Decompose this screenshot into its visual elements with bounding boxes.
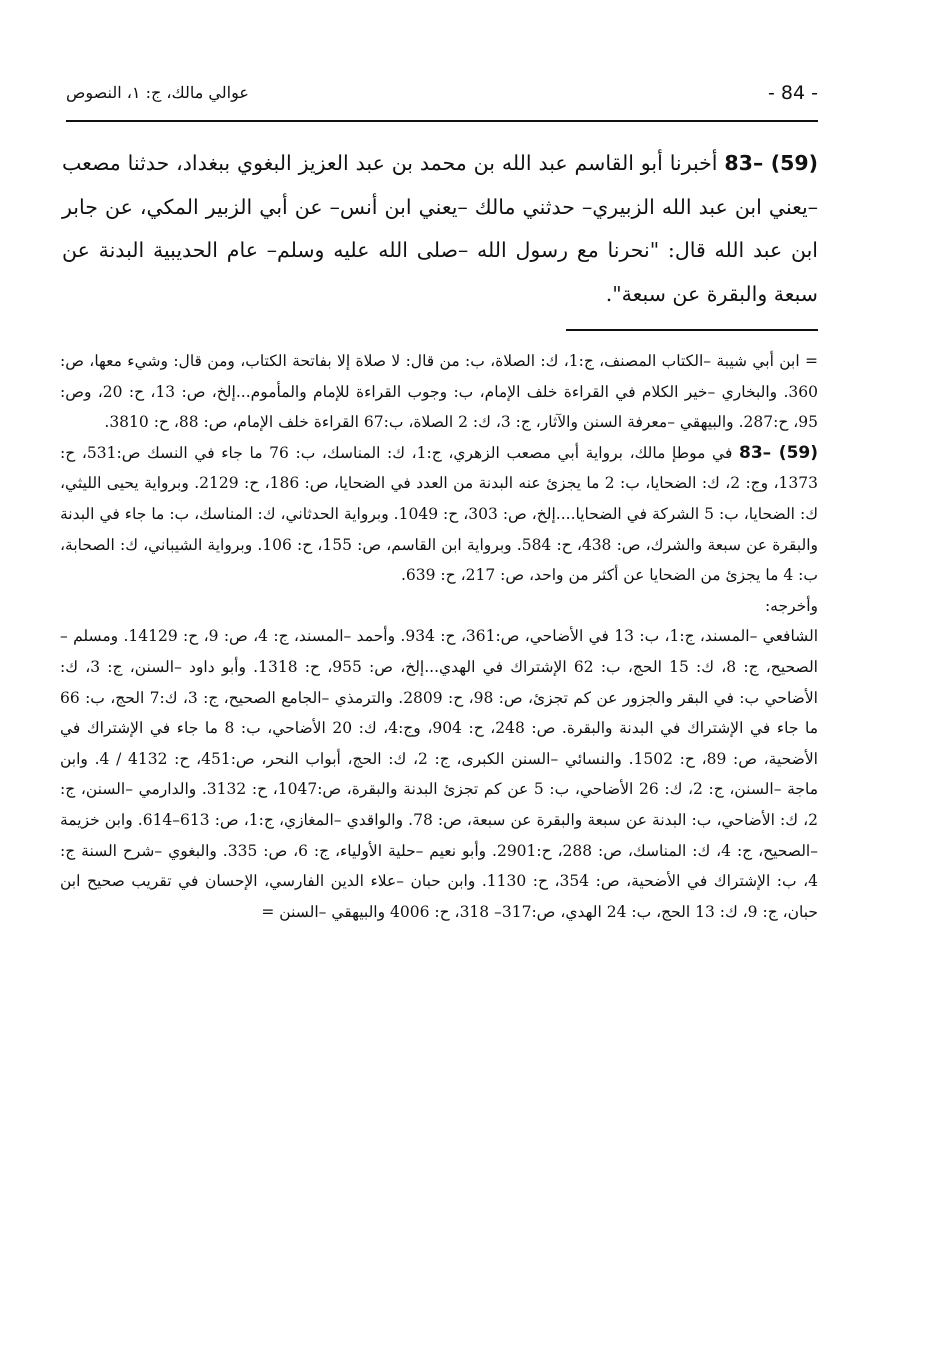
- page-number: - 84 -: [768, 82, 818, 104]
- footnote-number: 83– (59): [739, 442, 818, 463]
- hadith-number: 83– (59): [724, 151, 818, 175]
- hadith-text: [62, 142, 818, 316]
- footnote-divider: [566, 329, 818, 331]
- takhrij-heading: وأخرجه:: [764, 596, 818, 615]
- footnote-reference-text: في موطإ مالك، برواية أبي مصعب الزهري، ج:1، ك: المناسك، ب: 76 ما جاء في النسك ص:531، ح: 1373، وج: 2، ك: الضحايا، ب: 2 ما يجزئ عنه البدنة من العدد في الضحايا، ص: 186، ح: 2129. وبرواية يحيى الليثي، ك: الضحايا، ب: 5 الشركة في الضحايا....إلخ، ص: 303، ح: 1049. وبرواية الحدثاني، ك: المناسك، ب: ما جاء في البدنة والبقرة عن سبعة والشرك، ص: 438، ح: 584. وبرواية ابن القاسم، ص: 155، ح: 106. وبرواية الشيباني، ك: الصحابة، ب: 4 ما يجزئ من الضحايا عن أكثر من واحد، ص: 217، ح: 639.: [60, 443, 818, 585]
- footnotes: [60, 346, 818, 927]
- footnote-continuation: = ابن أبي شيبة –الكتاب المصنف، ج:1، ك: الصلاة، ب: من قال: لا صلاة إلا بفاتحة الكتاب، ومن قال: وشيء معها، ص: 360. والبخاري –خير الكلام في القراءة خلف الإمام، ب: وجوب القراءة للإمام والمأموم...إلخ، ص: 13، ح: 20، وص: 95، ح:287. والبيهقي –معرفة السنن والآثار، ج: 3، ك: 2 الصلاة، ب:67 القراءة خلف الإمام، ص: 88، ح: 3810.: [60, 352, 818, 432]
- header-divider: [66, 120, 818, 122]
- footnote-reference: [60, 438, 818, 591]
- takhrij-text: الشافعي –المسند، ج:1، ب: 13 في الأضاحي، ص:361، ح: 934. وأحمد –المسند، ج: 4، ص: 9، ح: 14129. ومسلم –الصحيح، ج: 8، ك: 15 الحج، ب: 62 الإشتراك في الهدي...إلخ، ص: 955، ح: 1318. وأبو داود –السنن، ج: 3، ك: الأضاحي ب: في البقر والجزور عن كم تجزئ، ص: 98، ح: 2809. والترمذي –الجامع الصحيح، ج: 3، ك:7 الحج، ب: 66 ما جاء في الإشتراك في البدنة والبقرة. ص: 248، ح: 904، وج:4، ك: 20 الأضاحي، ب: 8 ما جاء في الإشتراك في الأضحية، ص: 89، ح: 1502. والنسائي –السنن الكبرى، ج: 2، ك: الحج، أبواب النحر، ص:451، ح: 4132 / 4. وابن ماجة –السنن، ج: 2، ك: 26 الأضاحي، ب: 5 عن كم تجزئ البدنة والبقرة، ص:1047، ح: 3132. والدارمي –السنن، ج: 2، ك: الأضاحي، ب: البدنة عن سبعة والبقرة عن سبعة، ص: 78. والواقدي –المغازي، ج:1، ص: 613–614. وابن خزيمة –الصحيح، ج: 4، ك: المناسك، ص: 288، ح:2901. وأبو نعيم –حلية الأولياء، ج: 6، ص: 335. والبغوي –شرح السنة ج: 4، ب: الإشتراك في الأضحية، ص: 354، ح: 1130. وابن حبان –علاء الدين الفارسي، الإحسان في تقريب صحيح ابن حبان، ج: 9، ك: 13 الحج، ب: 24 الهدي، ص:317– 318، ح: 4006 والبيهقي –السنن =: [60, 627, 819, 921]
- page-header: [66, 82, 818, 116]
- running-title: عوالي مالك، ج: ١، النصوص: [66, 83, 249, 102]
- hadith-body: أخبرنا أبو القاسم عبد الله بن محمد بن عبد العزيز البغوي ببغداد، حدثنا مصعب –يعني ابن عبد الله الزبيري– حدثني مالك –يعني ابن أنس– عن أبي الزبير المكي، عن جابر ابن عبد الله قال: "نحرنا مع رسول الله –صلى الله عليه وسلم– عام الحديبية البدنة عن سبعة والبقرة عن سبعة".: [62, 151, 818, 306]
